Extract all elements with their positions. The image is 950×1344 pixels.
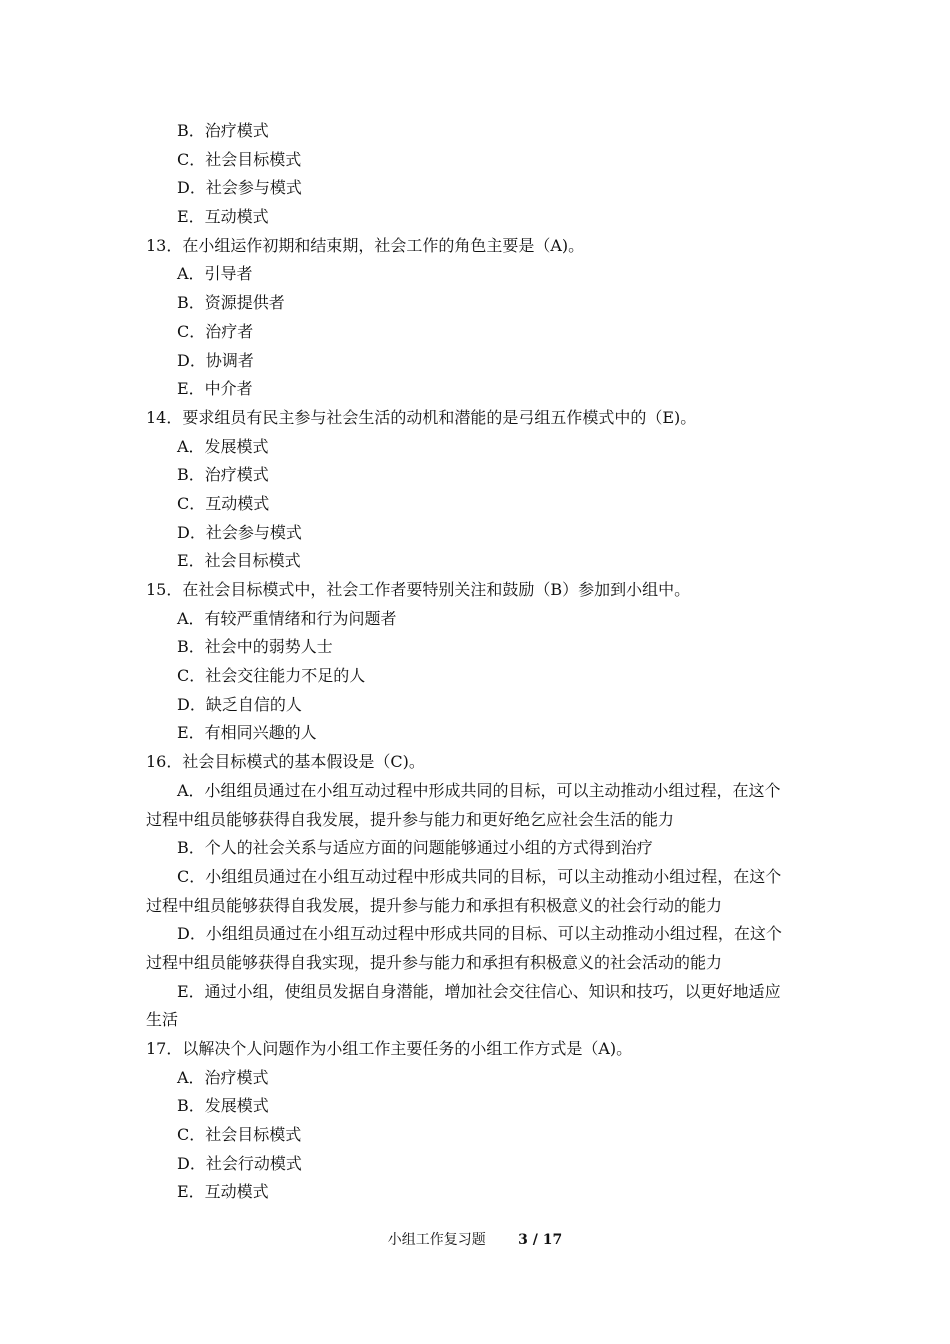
option-line: B．治疗模式 xyxy=(177,121,269,140)
option-line: B．发展模式 xyxy=(177,1096,269,1116)
option-line-continuation: 过程中组员能够获得自我发展，提升参与能力和承担有积极意义的社会行动的能力 xyxy=(146,895,723,915)
option-line: D．缺乏自信的人 xyxy=(177,694,302,714)
question-stem: 14．要求组员有民主参与社会生活的动机和潜能的是弓组五作模式中的（E)。 xyxy=(146,407,697,427)
option-line-continuation: 过程中组员能够获得自我发展，提升参与能力和更好绝乞应社会生活的能力 xyxy=(146,809,675,829)
option-line: B．社会中的弱势人士 xyxy=(177,637,333,657)
option-line: A．小组组员通过在小组互动过程中形成共同的目标，可以主动推动小组过程，在这个 xyxy=(177,780,781,800)
option-line: E．有相同兴趣的人 xyxy=(177,723,317,743)
option-line: C．互动模式 xyxy=(177,493,270,513)
option-line: A．治疗模式 xyxy=(177,1067,269,1087)
option-line: E．互动模式 xyxy=(177,1182,269,1202)
option-line: E．互动模式 xyxy=(177,207,269,227)
question-stem: 13．在小组运作初期和结束期，社会工作的角色主要是（A)。 xyxy=(146,235,585,255)
option-line: D．社会行动模式 xyxy=(177,1153,302,1173)
option-line: B．个人的社会关系与适应方面的问题能够通过小组的方式得到治疗 xyxy=(177,838,653,858)
page-number: 3 / 17 xyxy=(518,1232,563,1248)
option-line: E．通过小组，使组员发据自身潜能，增加社会交往信心、知识和技巧，以更好地适应 xyxy=(177,981,781,1001)
option-line: E．中介者 xyxy=(177,379,253,399)
option-line: D．协调者 xyxy=(177,350,254,370)
question-stem: 17．以解决个人问题作为小组工作主要任务的小组工作方式是（A)。 xyxy=(146,1039,633,1058)
option-line: A．发展模式 xyxy=(177,436,269,456)
option-line: C．小组组员通过在小组互动过程中形成共同的目标，可以主动推动小组过程，在这个 xyxy=(177,866,782,886)
option-line-continuation: 过程中组员能够获得自我实现，提升参与能力和承担有积极意义的社会活动的能力 xyxy=(146,952,723,972)
page-footer xyxy=(0,1230,950,1250)
option-line: C．社会交往能力不足的人 xyxy=(177,666,366,686)
option-line: B．资源提供者 xyxy=(177,293,285,313)
option-line: C．社会目标模式 xyxy=(177,1125,302,1145)
option-line: C．社会目标模式 xyxy=(177,149,302,169)
option-line: B．治疗模式 xyxy=(177,465,269,485)
option-line: A．引导者 xyxy=(177,264,253,284)
question-list xyxy=(146,117,812,1207)
option-line: D．社会参与模式 xyxy=(177,522,302,542)
question-stem: 15．在社会目标模式中，社会工作者要特别关注和鼓励（B）参加到小组中。 xyxy=(146,580,691,599)
option-line: A．有较严重情绪和行为问题者 xyxy=(177,608,397,628)
option-line: C．治疗者 xyxy=(177,321,254,341)
question-stem: 16．社会目标模式的基本假设是（C)。 xyxy=(146,752,425,772)
footer-title: 小组工作复习题 xyxy=(387,1232,486,1248)
option-line: D．社会参与模式 xyxy=(177,178,302,198)
option-line-continuation: 生活 xyxy=(146,1010,179,1030)
option-line: E．社会目标模式 xyxy=(177,551,301,571)
option-line: D．小组组员通过在小组互动过程中形成共同的目标、可以主动推动小组过程，在这个 xyxy=(177,924,782,944)
